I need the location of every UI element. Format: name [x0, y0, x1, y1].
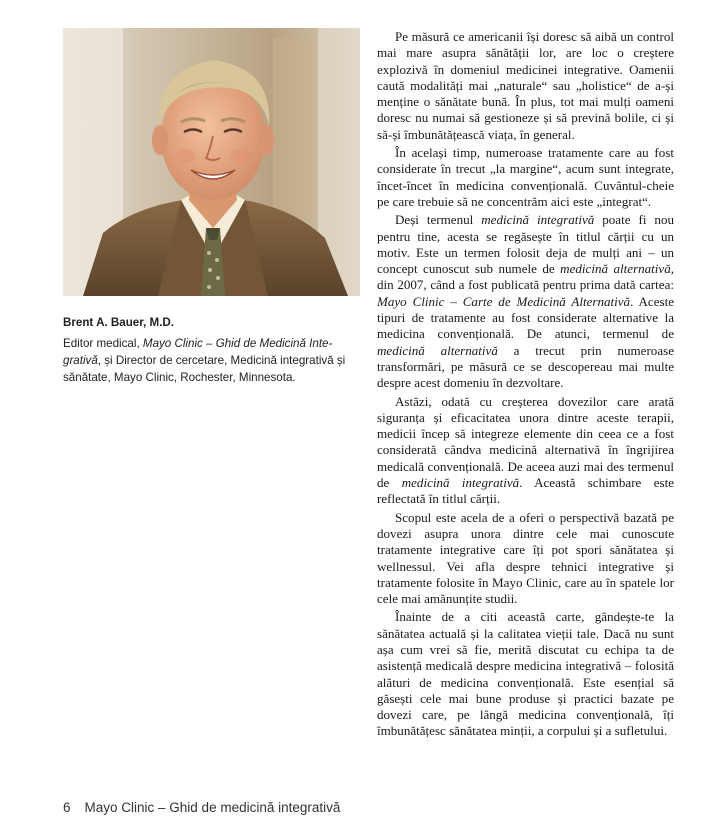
author-description — [63, 335, 363, 386]
book-title-emphasis: Mayo Clinic – Carte de Medicină Alternativă — [377, 293, 631, 309]
caption-text: , și Director de cercetare, Medicină integrativă și sănătate, Mayo Clinic, Rochester, Minnesota. — [63, 354, 346, 384]
paragraph-text: . Această schimbare este reflectată în titlul cărții. — [377, 475, 675, 507]
paragraph-text: a trecut prin numeroase transformări, pe măsură ce se descopereau mai multe despre acest domeniu în dezvoltare. — [377, 342, 674, 391]
paragraph-text: . Aceste tipuri de tratamente au fost considerate alternative la medicina convențională. De atunci, termenul de — [377, 293, 674, 342]
paragraph-5: Scopul este acela de a oferi o perspectivă bazată pe dovezi asupra unora dintre cele mai cunoscute tratamente integrative care îți pot spori sănătatea și wellnessul. Vei afla despre tehnici integrative și tratamente folosite în Mayo Clinic, care au în spatele lor cele mai amănunțite studii. — [377, 509, 674, 607]
paragraph-text: poate fi nou pentru tine, acesta se regăsește în titlul cărții cu un motiv. Este un termen folosit deja de mulți ani – un concept cunoscut sub numele de — [377, 212, 674, 277]
paragraph-2: În același timp, numeroase tratamente care au fost considerate în trecut „la margine“, acum sunt integrate, încet-încet în medicina convențională. Cuvântul-cheie pe care trebuie să ne concentrăm aici este „integrat“. — [377, 145, 674, 209]
term-emphasis: medicină alternativă — [377, 342, 498, 358]
running-title: Mayo Clinic – Ghid de medicină integrativă — [84, 800, 341, 815]
caption-book-title: Mayo Clinic – Ghid de Medicină Integrativă — [63, 337, 333, 367]
paragraph-text: Deși termenul — [395, 212, 482, 228]
caption-text: Editor medical, — [63, 337, 143, 350]
author-portrait — [63, 28, 360, 296]
term-emphasis: medicină integrativă — [401, 475, 520, 491]
paragraph-3 — [377, 212, 674, 391]
paragraph-6: Înainte de a citi această carte, gândește-te la sănătatea actuală și la calitatea vieții tale. Dacă nu sunt așa cum vrei să fie, merită discutat cu echipa ta de asistență medicală despre medicina integrativă – folosită alături de medicina convențională. Este esențial să găsești cele mai bune produse și practici bazate pe dovezi care, pe lângă medicina convențională, îți îmbunătățesc sănătatea minții, a corpului și a sufletului. — [377, 609, 674, 739]
term-emphasis: medicină integrativă — [481, 212, 595, 228]
paragraph-4 — [377, 394, 674, 508]
page-footer — [63, 800, 340, 815]
term-emphasis: medicină alternativă — [560, 261, 671, 277]
article-body — [377, 28, 674, 742]
paragraph-1: Pe măsură ce americanii își doresc să aibă un control mai mare asupra sănătății lor, are loc o creștere explozivă în domeniul medicinei integrative. Oamenii caută modalități mai „naturale“ sau „holistice“ de a-și menține o sănătate bună. În plus, tot mai mulți oameni doresc nu numai să gestioneze și să prevină bolile, ci și să-și îmbunătățească viața, în general. — [377, 29, 674, 142]
paragraph-text: , din 2007, când a fost publicată pentru prima dată cartea: — [377, 261, 674, 293]
author-name: Brent A. Bauer, M.D. — [63, 316, 175, 329]
photo-caption — [63, 314, 363, 386]
paragraph-text: Astăzi, odată cu creșterea dovezilor care arată siguranța și eficacitatea unora dintre aceste terapii, medicii încep să integreze elemente din ceea ce a fost considerată cândva medicină alternativă în îngrijirea medicală convențională. De aceea auzi mai des termenul de — [377, 393, 674, 491]
page-number: 6 — [63, 800, 71, 815]
